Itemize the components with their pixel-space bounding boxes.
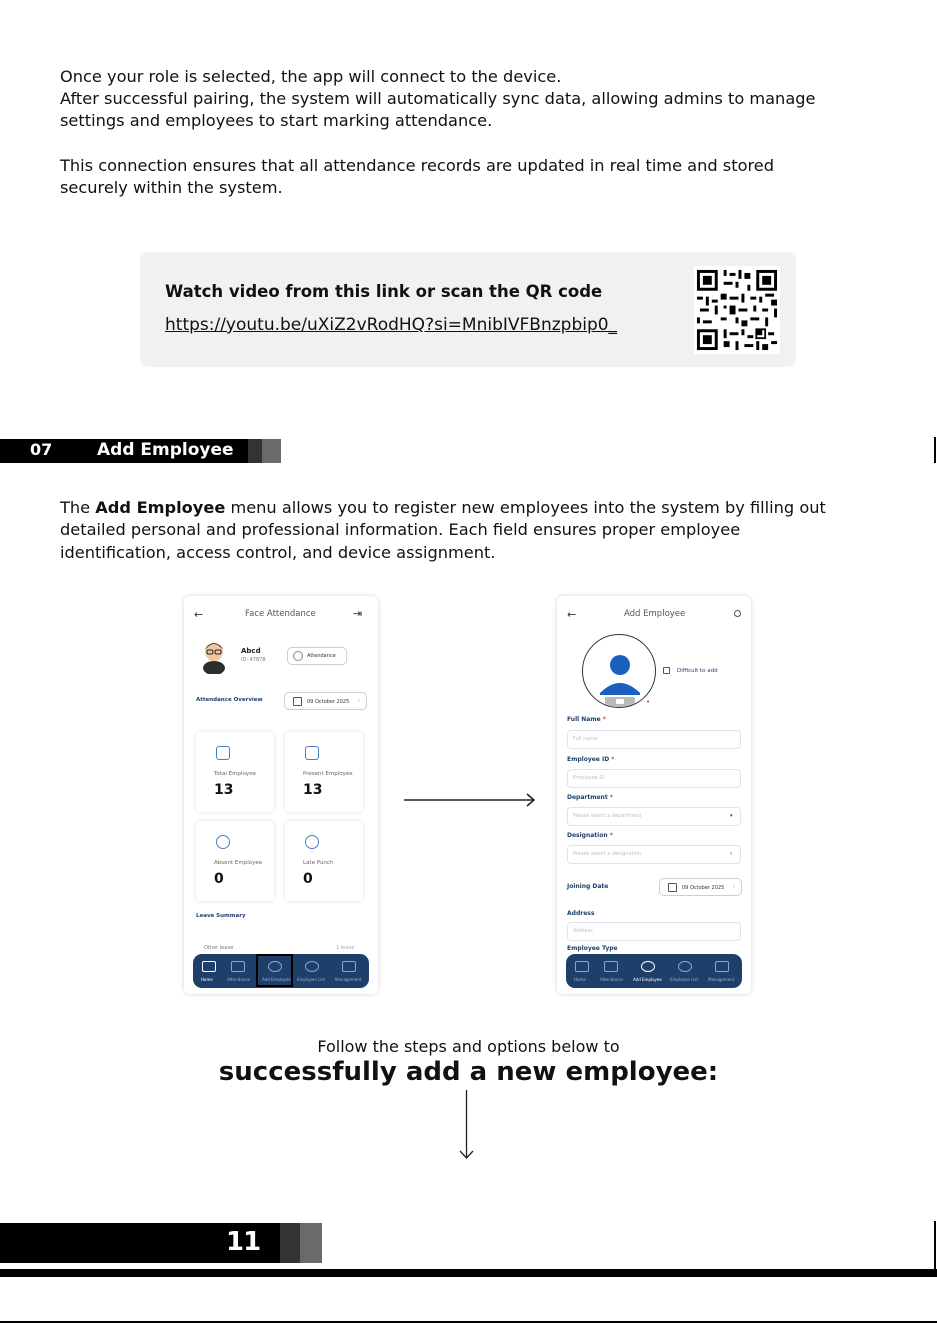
stat-value: 0 <box>303 871 313 887</box>
nav-label-add-employee: Add Employee <box>633 977 662 982</box>
home-icon[interactable] <box>575 961 589 972</box>
management-icon[interactable] <box>342 961 356 972</box>
chevron-down-icon: ▾ <box>730 813 733 819</box>
calendar-icon <box>293 697 302 706</box>
section-title: Add Employee <box>97 440 234 460</box>
follow-line-1: Follow the steps and options below to <box>317 1037 620 1056</box>
intro-line-2: After successful pairing, the system will automatically sync data, allowing admins to manage settings and employees to start marking attendance. <box>60 89 816 131</box>
screen-title: Add Employee <box>624 609 686 619</box>
stat-value: 13 <box>214 782 234 798</box>
list-icon[interactable] <box>604 961 618 972</box>
designation-select[interactable]: Please select a designation ▾ <box>567 845 741 864</box>
qr-code-icon <box>694 266 780 354</box>
address-input[interactable]: Address <box>567 922 741 941</box>
back-arrow-icon[interactable]: ← <box>567 608 577 621</box>
nav-label-home: Home <box>574 977 586 982</box>
chevron-right-icon: › <box>358 698 360 704</box>
date-value: 09 October 2025 <box>307 699 350 705</box>
edge-mark <box>934 1221 936 1269</box>
photo-upload[interactable] <box>582 634 656 708</box>
back-arrow-icon[interactable]: ← <box>194 608 204 621</box>
video-title: Watch video from this link or scan the QR code <box>165 282 603 301</box>
stat-label: Present Employee <box>303 771 353 777</box>
attendance-button-label: Attendance <box>307 653 336 659</box>
stat-label: Absent Employee <box>214 860 263 866</box>
nav-label-management: Management <box>335 977 362 982</box>
full-name-input[interactable]: Full name <box>567 730 741 749</box>
joining-date-label: Joining Date <box>567 883 609 890</box>
nav-label-add-employee: Add Employee <box>262 977 291 982</box>
bottom-nav <box>566 954 742 988</box>
joining-date-value: 09 October 2025 <box>682 885 725 891</box>
users-icon[interactable] <box>678 961 692 972</box>
overview-label: Attendance Overview <box>196 697 263 703</box>
add-employee-screen <box>557 596 751 994</box>
desc-bold: Add Employee <box>95 498 226 517</box>
list-icon[interactable] <box>231 961 245 972</box>
nav-label-employee-list: Employee List <box>670 977 699 982</box>
management-icon[interactable] <box>715 961 729 972</box>
stat-value: 0 <box>214 871 224 887</box>
clock-icon <box>216 835 230 849</box>
fingerprint-icon <box>293 651 303 661</box>
user-id: ID: 47878 <box>241 657 266 663</box>
nav-label-management: Management <box>708 977 735 982</box>
desc-prefix: The <box>60 498 96 517</box>
nav-label-employee-list: Employee List <box>297 977 326 982</box>
home-icon[interactable] <box>202 961 216 972</box>
footer-bar-accent <box>280 1223 300 1263</box>
edge-mark <box>934 437 936 463</box>
footer-bar-accent <box>300 1223 322 1263</box>
footer-rule <box>0 1269 937 1277</box>
department-label: Department * <box>567 794 613 801</box>
address-label: Address <box>567 910 595 917</box>
intro-line-1: Once your role is selected, the app will connect to the device. <box>60 67 562 86</box>
joining-date-picker[interactable] <box>659 878 742 896</box>
stat-card-present <box>285 732 363 812</box>
section-description <box>60 497 840 564</box>
difficult-label: Difficult to add <box>677 668 718 674</box>
required-marker: • <box>646 698 651 706</box>
full-name-label: Full Name * <box>567 716 606 723</box>
follow-line-2: successfully add a new employee: <box>218 1057 719 1087</box>
employee-type-label: Employee Type <box>567 945 618 952</box>
designation-label: Designation * <box>567 832 613 839</box>
section-header-bar <box>0 439 248 463</box>
calendar-icon <box>668 883 677 892</box>
section-bar-accent <box>262 439 281 463</box>
avatar <box>201 638 227 674</box>
employee-id-input[interactable]: Employee ID <box>567 769 741 788</box>
video-link[interactable]: https://youtu.be/uXiZ2vRodHQ?si=MnibIVFBnzpbip0_ <box>165 315 618 335</box>
screen-title: Face Attendance <box>245 609 316 619</box>
section-bar-accent <box>248 439 262 463</box>
chevron-down-icon: ▾ <box>730 851 733 857</box>
user-check-icon <box>305 746 319 760</box>
refresh-icon[interactable] <box>734 610 741 617</box>
users-icon[interactable] <box>305 961 319 972</box>
video-callout <box>140 252 796 367</box>
face-attendance-screen <box>184 596 378 994</box>
date-picker[interactable] <box>284 692 367 710</box>
stat-value: 13 <box>303 782 323 798</box>
logout-icon[interactable]: ⇥ <box>353 607 363 620</box>
nav-label-attendance: Attendance <box>600 977 623 982</box>
add-user-icon[interactable] <box>641 961 655 972</box>
nav-label-attendance: Attendance <box>227 977 250 982</box>
briefcase-icon <box>216 746 230 760</box>
stat-label: Total Employee <box>214 771 256 777</box>
difficult-checkbox[interactable] <box>663 667 670 674</box>
desc-rest: menu allows you to register new employees into the system by filling out detailed personal and professional information. Each field ensures proper employee identification, access control, and device assignment. <box>60 498 826 562</box>
attendance-button[interactable] <box>287 647 347 665</box>
user-name: Abcd <box>241 647 261 655</box>
employee-id-label: Employee ID * <box>567 756 615 763</box>
department-select[interactable]: Please select a department ▾ <box>567 807 741 826</box>
chevron-right-icon: › <box>733 884 735 890</box>
section-number: 07 <box>30 440 53 459</box>
other-leave-value: 1 leave <box>336 945 355 951</box>
leave-summary-label: Leave Summary <box>196 913 246 919</box>
stat-card-absent <box>196 821 274 901</box>
stat-card-late <box>285 821 363 901</box>
highlight-box <box>256 954 293 987</box>
nav-label-home: Home <box>201 977 213 982</box>
right-arrow-icon <box>404 793 537 807</box>
page-number: 11 <box>226 1227 261 1257</box>
down-arrow-icon <box>459 1090 474 1160</box>
intro-line-3: This connection ensures that all attendance records are updated in real time and stored securely within the system. <box>60 156 775 198</box>
other-leave-label: Other leave <box>204 945 234 951</box>
alarm-icon <box>305 835 319 849</box>
stat-label: Late Punch <box>303 860 334 866</box>
stat-card-total <box>196 732 274 812</box>
